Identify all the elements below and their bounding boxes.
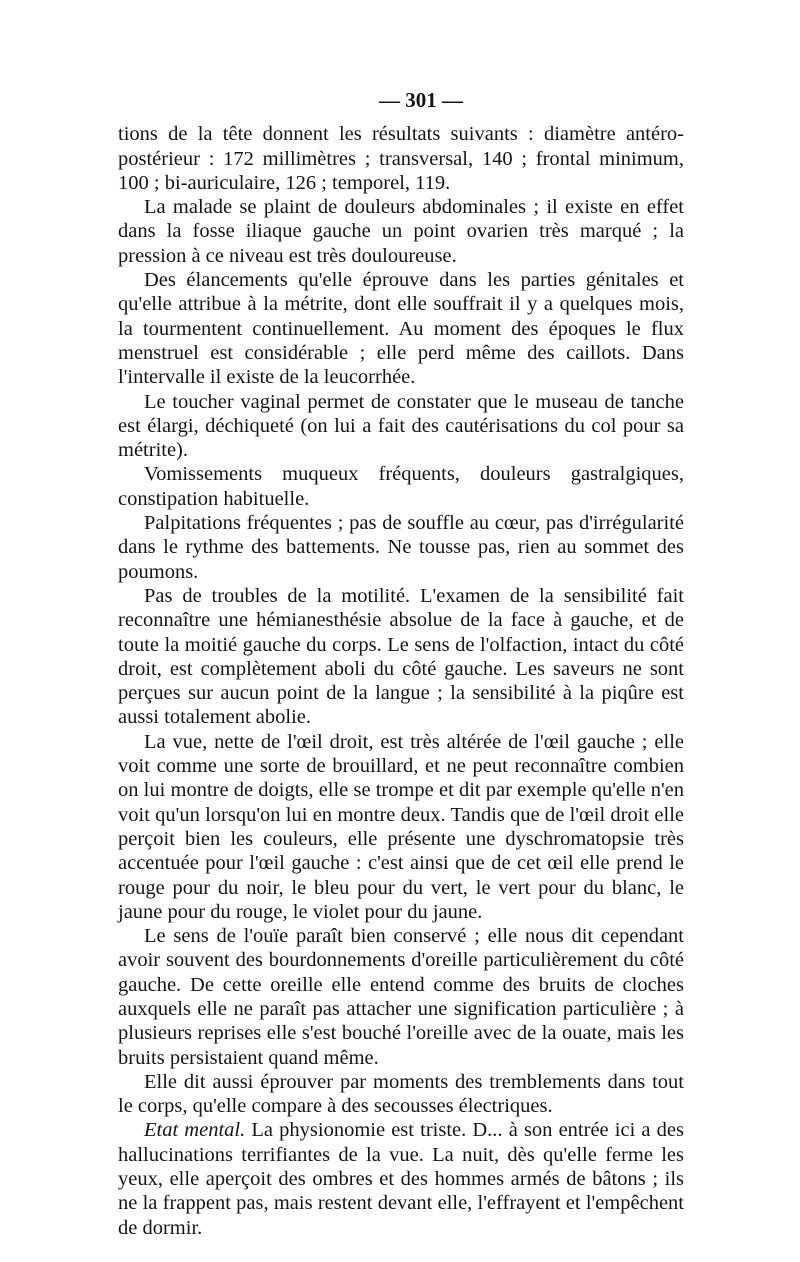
book-page — [118, 88, 684, 1240]
paragraph-tremors: Elle dit aussi éprouver par moments des tremblements dans tout le corps, qu'elle compare à des secousses électriques. — [118, 1070, 684, 1118]
paragraph-palpitations: Palpitations fréquentes ; pas de souffle au cœur, pas d'irrégularité dans le rythme des battements. Ne tousse pas, rien au sommet des poumons. — [118, 512, 684, 583]
mental-state-heading: Etat mental. — [144, 1119, 246, 1142]
paragraph-hearing: Le sens de l'ouïe paraît bien conservé ; elle nous dit cependant avoir souvent des bourdonnements d'oreille particulièrement du côté gauche. De cette oreille elle entend comme des bruits de cloches auxquels elle ne paraît pas attacher une signification particulière ; à plusieurs reprises elle s'est bouché l'oreille avec de la ouate, mais les bruits persistaient quand même. — [118, 925, 684, 1069]
paragraph-genital-pains: Des élancements qu'elle éprouve dans les parties génitales et qu'elle attribue à la métrite, dont elle souffrait il y a quelques mois, la tourmentent continuellement. Au moment des époques le flux menstruel est considérable ; elle perd même des caillots. Dans l'intervalle il existe de la leucorrhée. — [118, 269, 684, 389]
paragraph-vision: La vue, nette de l'œil droit, est très altérée de l'œil gauche ; elle voit comme une sorte de brouillard, et ne peut reconnaître combien on lui montre de doigts, elle se trompe et dit par exemple qu'elle n'en voit qu'un lorsqu'on lui en montre deux. Tandis que de l'œil droit elle perçoit bien les couleurs, elle présente une dyschromatopsie très accentuée pour l'œil gauche : c'est ainsi que de cet œil elle prend le rouge pour du noir, le bleu pour du vert, le vert pour du blanc, le jaune pour du rouge, le violet pour du jaune. — [118, 730, 684, 923]
paragraph-vaginal-exam: Le toucher vaginal permet de constater que le museau de tanche est élargi, déchiqueté (on lui a fait des cautérisations du col pour sa métrite). — [118, 390, 684, 462]
paragraph-abdominal-pain: La malade se plaint de douleurs abdominales ; il existe en effet dans la fosse iliaque gauche un point ovarien très marqué ; la pression à ce niveau est très douloureuse. — [118, 196, 684, 267]
paragraph-vomiting: Vomissements muqueux fréquents, douleurs gastralgiques, constipation habituelle. — [118, 463, 684, 510]
paragraph-sensibility: Pas de troubles de la motilité. L'examen de la sensibilité fait reconnaître une hémianesthésie absolue de la face à gauche, et de toute la moitié gauche du corps. Le sens de l'olfaction, intact du côté droit, est complètement aboli du côté gauche. Les saveurs ne sont perçues sur aucun point de la langue ; la sensibilité à la piqûre est aussi totalement abolie. — [118, 584, 684, 729]
mental-state-text: La physionomie est triste. D... à son entrée ici a des hallucinations terrifiantes de la vue. La nuit, dès qu'elle ferme les yeux, elle aperçoit des ombres et des hommes armés de bâtons ; ils ne la frappent pas, mais restent devant elle, l'effrayent et l'empêchent de dormir. — [118, 1119, 684, 1239]
paragraph-head-measurements: tions de la tête donnent les résultats suivants : diamètre antéro-postérieur : 172 millimètres ; transversal, 140 ; frontal minimum, 100 ; bi-auriculaire, 126 ; temporel, 119. — [118, 123, 684, 194]
page-number: — 301 — — [379, 88, 463, 112]
paragraph-mental-state — [118, 1118, 684, 1239]
